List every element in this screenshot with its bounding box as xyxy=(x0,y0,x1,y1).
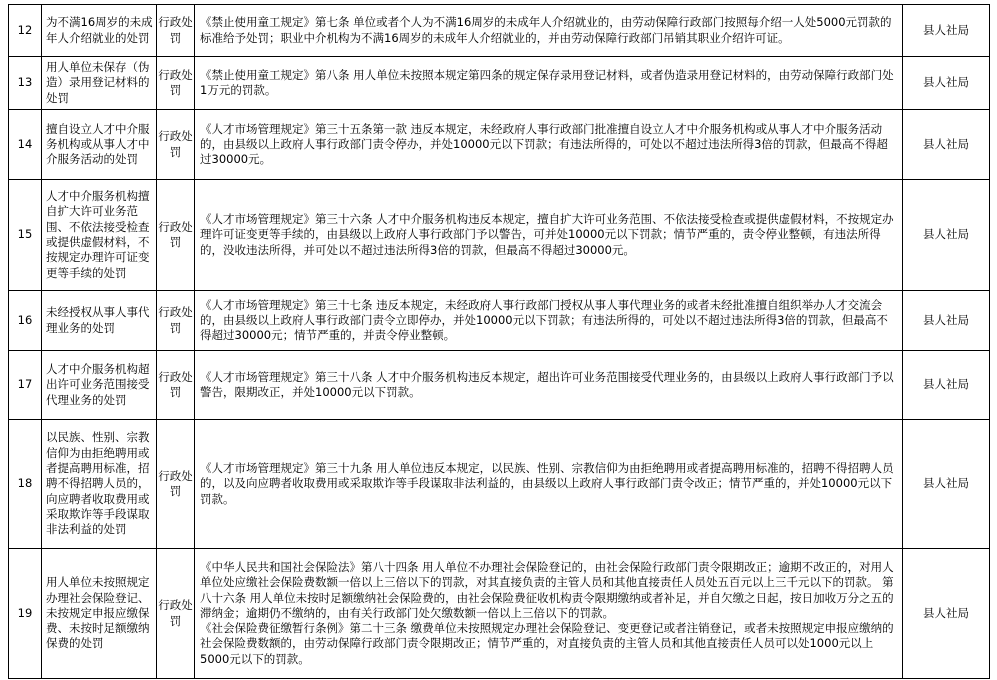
row-number: 17 xyxy=(9,351,42,420)
item-name: 以民族、性别、宗教信仰为由拒绝聘用或者提高聘用标准，招聘不得招聘人员的，向应聘者收取费用或采取欺诈等手段谋取非法利益的处罚 xyxy=(42,420,157,549)
table-row xyxy=(9,5,990,57)
item-type: 行政处罚 xyxy=(157,549,195,679)
basis-paragraph: 《中华人民共和国社会保险法》第八十四条 用人单位不办理社会保险登记的，由社会保险行政部门责令限期改正；逾期不改正的，对用人单位处应缴社会保险费数额一倍以上三倍以下的罚款，对其直接负责的主管人员和其他直接责任人员处五百元以上三千元以下的罚款。 第八十六条 用人单位未按时足额缴纳社会保险费的，由社会保险费征收机构责令限期缴纳或者补足，并自欠缴之日起，按日加收万分之五的滞纳金；逾期仍不缴纳的，由有关行政部门处欠缴数额一倍以上三倍以下的罚款。 xyxy=(200,559,894,620)
row-number: 19 xyxy=(9,549,42,679)
item-type: 行政处罚 xyxy=(157,180,195,291)
table-row xyxy=(9,57,990,110)
basis-paragraph: 《人才市场管理规定》第三十九条 用人单位违反本规定，以民族、性别、宗教信仰为由拒绝聘用或者提高聘用标准的，招聘不得招聘人员的，以及向应聘者收取费用或采取欺诈等手段谋取非法利益的，由县级以上政府人事行政部门责令改正；情节严重的，并处10000元以下罚款。 xyxy=(200,461,894,506)
item-name: 人才中介服务机构超出许可业务范围接受代理业务的处罚 xyxy=(42,351,157,420)
item-type: 行政处罚 xyxy=(157,420,195,549)
department: 县人社局 xyxy=(903,180,990,291)
row-number: 16 xyxy=(9,291,42,351)
table-row xyxy=(9,549,990,679)
table-row xyxy=(9,420,990,549)
department: 县人社局 xyxy=(903,549,990,679)
table-row xyxy=(9,351,990,420)
row-number: 18 xyxy=(9,420,42,549)
basis-paragraph: 《人才市场管理规定》第三十五条第一款 违反本规定，未经政府人事行政部门批准擅自设立人才中介服务机构或从事人才中介服务活动的，由县级以上政府人事行政部门责令停办，并处10000元以下罚款；有违法所得的，可处以不超过违法所得3倍的罚款，但最高不得超过30000元。 xyxy=(200,121,888,167)
basis-paragraph: 《人才市场管理规定》第三十七条 违反本规定，未经政府人事行政部门授权从事人事代理业务的或者未经批准擅自组织举办人才交流会的，由县级以上政府人事行政部门责令立即停办，并处10000元以下罚款；有违法所得的，可处以不超过违法所得3倍的罚款，但最高不得超过30000元；情节严重的，并责令停业整顿。 xyxy=(200,297,888,343)
row-number: 13 xyxy=(9,57,42,110)
department: 县人社局 xyxy=(903,57,990,110)
row-number: 12 xyxy=(9,5,42,57)
department: 县人社局 xyxy=(903,351,990,420)
item-type: 行政处罚 xyxy=(157,57,195,110)
legal-basis xyxy=(195,549,903,679)
item-type: 行政处罚 xyxy=(157,291,195,351)
item-type: 行政处罚 xyxy=(157,5,195,57)
basis-paragraph: 《人才市场管理规定》第三十八条 人才中介服务机构违反本规定，超出许可业务范围接受代理业务的，由县级以上政府人事行政部门予以警告，限期改正，并处10000元以下罚款。 xyxy=(200,369,894,399)
department: 县人社局 xyxy=(903,5,990,57)
item-name: 用人单位未保存（伪造）录用登记材料的处罚 xyxy=(42,57,157,110)
table-row xyxy=(9,180,990,291)
legal-basis xyxy=(195,5,903,57)
legal-basis xyxy=(195,110,903,180)
legal-basis xyxy=(195,291,903,351)
item-name: 未经授权从事人事代理业务的处罚 xyxy=(42,291,157,351)
item-name: 人才中介服务机构擅自扩大许可业务范围、不依法接受检查或提供虚假材料，不按规定办理许可证变更等手续的处罚 xyxy=(42,180,157,291)
penalty-table xyxy=(8,4,990,679)
legal-basis xyxy=(195,420,903,549)
basis-paragraph: 《人才市场管理规定》第三十六条 人才中介服务机构违反本规定，擅自扩大许可业务范围、不依法接受检查或提供虚假材料，不按规定办理许可证变更等手续的，由县级以上政府人事行政部门予以警告，可并处10000元以下罚款；情节严重的，责令停业整顿，有违法所得的，没收违法所得，并可处以不超过违法所得3倍的罚款，但最高不得超过30000元。 xyxy=(200,212,894,257)
legal-basis xyxy=(195,180,903,291)
legal-basis xyxy=(195,57,903,110)
department: 县人社局 xyxy=(903,420,990,549)
item-name: 为不满16周岁的未成年人介绍就业的处罚 xyxy=(42,5,157,57)
legal-basis xyxy=(195,351,903,420)
row-number: 14 xyxy=(9,110,42,180)
department: 县人社局 xyxy=(903,110,990,180)
item-name: 擅自设立人才中介服务机构或从事人才中介服务活动的处罚 xyxy=(42,110,157,180)
basis-paragraph: 《社会保险费征缴暂行条例》第二十三条 缴费单位未按照规定办理社会保险登记、变更登记或者注销登记，或者未按照规定申报应缴纳的社会保险费数额的，由劳动保障行政部门责令限期改正；情节严重的，对直接负责的主管人员和其他直接责任人员可以处1000元以上5000元以下的罚款。 xyxy=(200,621,894,666)
row-number: 15 xyxy=(9,180,42,291)
basis-paragraph: 《禁止使用童工规定》第八条 用人单位未按照本规定第四条的规定保存录用登记材料，或者伪造录用登记材料的，由劳动保障行政部门处1万元的罚款。 xyxy=(200,67,894,97)
table-row xyxy=(9,110,990,180)
basis-paragraph: 《禁止使用童工规定》第七条 单位或者个人为不满16周岁的未成年人介绍就业的，由劳动保障行政部门按照每介绍一人处5000元罚款的标准给予处罚；职业中介机构为不满16周岁的未成年人介绍就业的，并由劳动保障行政部门吊销其职业介绍许可证。 xyxy=(200,15,892,45)
table-row xyxy=(9,291,990,351)
department: 县人社局 xyxy=(903,291,990,351)
item-name: 用人单位未按照规定办理社会保险登记、未按规定申报应缴保费、未按时足额缴纳保费的处罚 xyxy=(42,549,157,679)
item-type: 行政处罚 xyxy=(157,110,195,180)
item-type: 行政处罚 xyxy=(157,351,195,420)
